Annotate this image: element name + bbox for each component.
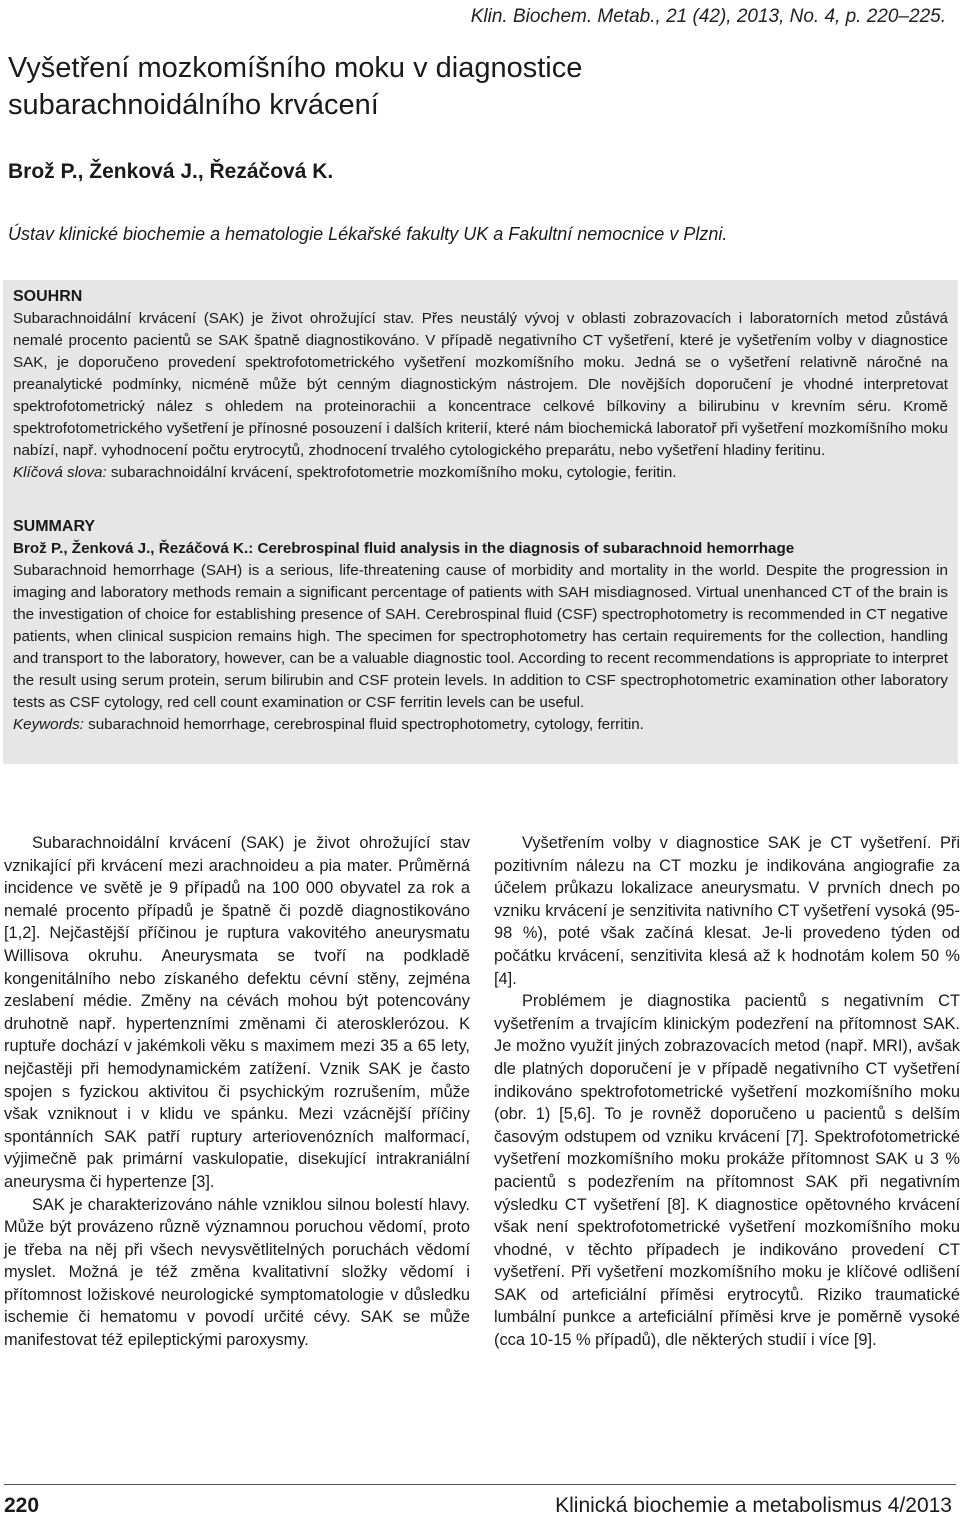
body-paragraph: Subarachnoidální krvácení (SAK) je život ohrožující stav vznikající při krvácení mezi arachnoideu a pia mater. Průměrná incidence ve světě je 9 případů na 100 000 obyvatel za rok a nemalé procento případů je špatně či pozdě diagnostikováno [1,2]. Nejčastější příčinou je ruptura vakovitého aneurysmatu Willisova okruhu. Aneurysmata se tvoří na podkladě kongenitálního nebo získaného defektu cévní stěny, zejména zeslabení médie. Změny na cévách mohou být potencovány druhotně např. hypertenzními změnami či aterosklerózou. K ruptuře dochází v jakémkoli věku s maximem mezi 35 a 65 lety, nejčastěji při hemodynamickém zatížení. Vznik SAK je často spojen s fyzickou aktivitou či psychickým rozrušením, může však vzniknout i v klidu ve spánku. Mezi vzácnější příčiny spontánních SAK patří ruptury arteriovenózních malformací, výjimečně pak primární vaskulopatie, disekující intrakraniální aneurysma či hypertenze [3]. bbox=[4, 834, 470, 1191]
body-paragraph: Vyšetřením volby v diagnostice SAK je CT vyšetření. Při pozitivním nálezu na CT mozku je indikována angiografie za účelem průkazu lokalizace aneurysmatu. V prvních dnech po vzniku krvácení je senzitivita nativního CT vyšetření vysoká (95-98 %), poté však začíná klesat. Je-li provedeno týden od počátku krvácení, senzitivita klesá až k hodnotám kolem 50 % [4]. bbox=[494, 834, 960, 988]
souhrn-heading: SOUHRN bbox=[13, 288, 83, 305]
souhrn-keywords-label: Klíčová slova: bbox=[13, 464, 107, 481]
body-column-right bbox=[494, 832, 960, 1352]
abstract-box bbox=[3, 280, 958, 764]
footer-divider bbox=[4, 1484, 956, 1485]
article-title bbox=[8, 50, 908, 124]
summary-text: Subarachnoid hemorrhage (SAH) is a serious, life-threatening cause of morbidity and mortality in the world. Despite the progression in imaging and laboratory methods remain a significant percentage of patients with SAH misdiagnosed. Virtual unenhanced CT of the brain is the investigation of choice for establishing presence of SAH. Cerebrospinal fluid (CSF) spectrophotometry is recommended in CT negative patients, when clinical suspicion remains high. The specimen for spectrophotometry has certain requirements for the collection, handling and transport to the laboratory, however, can be a valuable diagnostic tool. According to recent recommendations is appropriate to interpret the result using serum protein, serum bilirubin and CSF protein levels. In addition to CSF spectrophotometric examination other laboratory tests as CSF cytology, red cell count examination or CSF ferritin levels can be useful. bbox=[13, 562, 948, 711]
body-paragraph: Problémem je diagnostika pacientů s negativním CT vyšetřením a trvajícím klinickým podezření na přítomnost SAK. Je možno využít jiných zobrazovacích metod (např. MRI), avšak dle platných doporučení je v případě negativního CT vyšetření indikováno spektrofotometrické vyšetření mozkomíšního moku (obr. 1) [5,6]. To je rovněž doporučeno u pacientů s delším časovým odstupem od vzniku krvácení [7]. Spektrofotometrické vyšetření mozkomíšního moku prokáže přítomnost SAK u 3 % pacientů s podezřením na přítomnost SAK při negativním výsledku CT vyšetření [8]. K diagnostice opětovného krvácení však není spektrofotometrické vyšetření mozkomíšního moku vhodné, v těchto případech je indikováno provedení CT vyšetření. Při vyšetření mozkomíšního moku je klíčové odlišení SAK od arteficiální příměsi erytrocytů. Riziko traumatické lumbální punkce a arteficiální příměsi krve je poměrně vysoké (cca 10-15 % případů), dle některých studií i více [9]. bbox=[494, 992, 960, 1350]
souhrn-keywords-value: subarachnoidální krvácení, spektrofotometrie mozkomíšního moku, cytologie, feritin. bbox=[106, 464, 677, 481]
journal-name: Klinická biochemie a metabolismus 4/2013 bbox=[555, 1494, 952, 1517]
summary-heading: SUMMARY bbox=[13, 518, 96, 535]
article-affiliation: Ústav klinické biochemie a hematologie Lékařské fakulty UK a Fakultní nemocnice v Plzni. bbox=[8, 224, 728, 244]
title-line-1: Vyšetření mozkomíšního moku v diagnostice bbox=[8, 52, 583, 84]
journal-reference: Klin. Biochem. Metab., 21 (42), 2013, No. 4, p. 220–225. bbox=[470, 6, 946, 27]
souhrn-text: Subarachnoidální krvácení (SAK) je život ohrožující stav. Přes neustálý vývoj v oblasti zobrazovacích i laboratorních metod zůstává nemalé procento pacientů se SAK špatně diagnostikováno. V případě negativního CT vyšetření, které je vyšetřením volby v diagnostice SAK, je doporučeno provedení spektrofotometrického vyšetření mozkomíšního moku. Jedná se o vyšetření relativně náročné na preanalytické podmínky, nicméně může být cenným diagnostickým nástrojem. Dle novějších doporučení je vhodné interpretovat spektrofotometrický nález s ohledem na proteinorachii a koncentrace celkové bílkoviny a bilirubinu v krevním séru. Kromě spektrofotometrického vyšetření je přínosné posouzení i dalších kriterií, které nám biochemická laboratoř při vyšetření mozkomíšního moku nabízí, např. vyhodnocení počtu erytrocytů, zhodnocení trvalého cytologického preparátu, nebo vyšetření hladiny feritinu. bbox=[13, 310, 948, 459]
souhrn-section bbox=[13, 286, 948, 484]
article-authors: Brož P., Ženková J., Řezáčová K. bbox=[8, 160, 334, 183]
body-column-left bbox=[4, 832, 470, 1352]
souhrn-keywords bbox=[13, 462, 948, 484]
summary-section bbox=[13, 516, 948, 736]
summary-keywords-label: Keywords: bbox=[13, 716, 84, 733]
summary-keywords bbox=[13, 714, 948, 736]
summary-title: Brož P., Ženková J., Řezáčová K.: Cerebrospinal fluid analysis in the diagnosis of subarachnoid hemorrhage bbox=[13, 540, 795, 557]
body-paragraph: SAK je charakterizováno náhle vzniklou silnou bolestí hlavy. Může být provázeno různě významnou poruchou vědomí, proto je třeba na něj při všech nevysvětlitelných poruchách vědomí myslet. Možná je též změna kvalitativní složky vědomí i přítomnost ložiskové neurologické symptomatologie v důsledku ischemie či hematomu v povodí určité cévy. SAK se může manifestovat též epileptickými paroxysmy. bbox=[4, 1195, 470, 1350]
title-line-2: subarachnoidálního krvácení bbox=[8, 89, 379, 121]
page-number: 220 bbox=[4, 1494, 40, 1517]
summary-keywords-value: subarachnoid hemorrhage, cerebrospinal fluid spectrophotometry, cytology, ferritin. bbox=[83, 716, 644, 733]
